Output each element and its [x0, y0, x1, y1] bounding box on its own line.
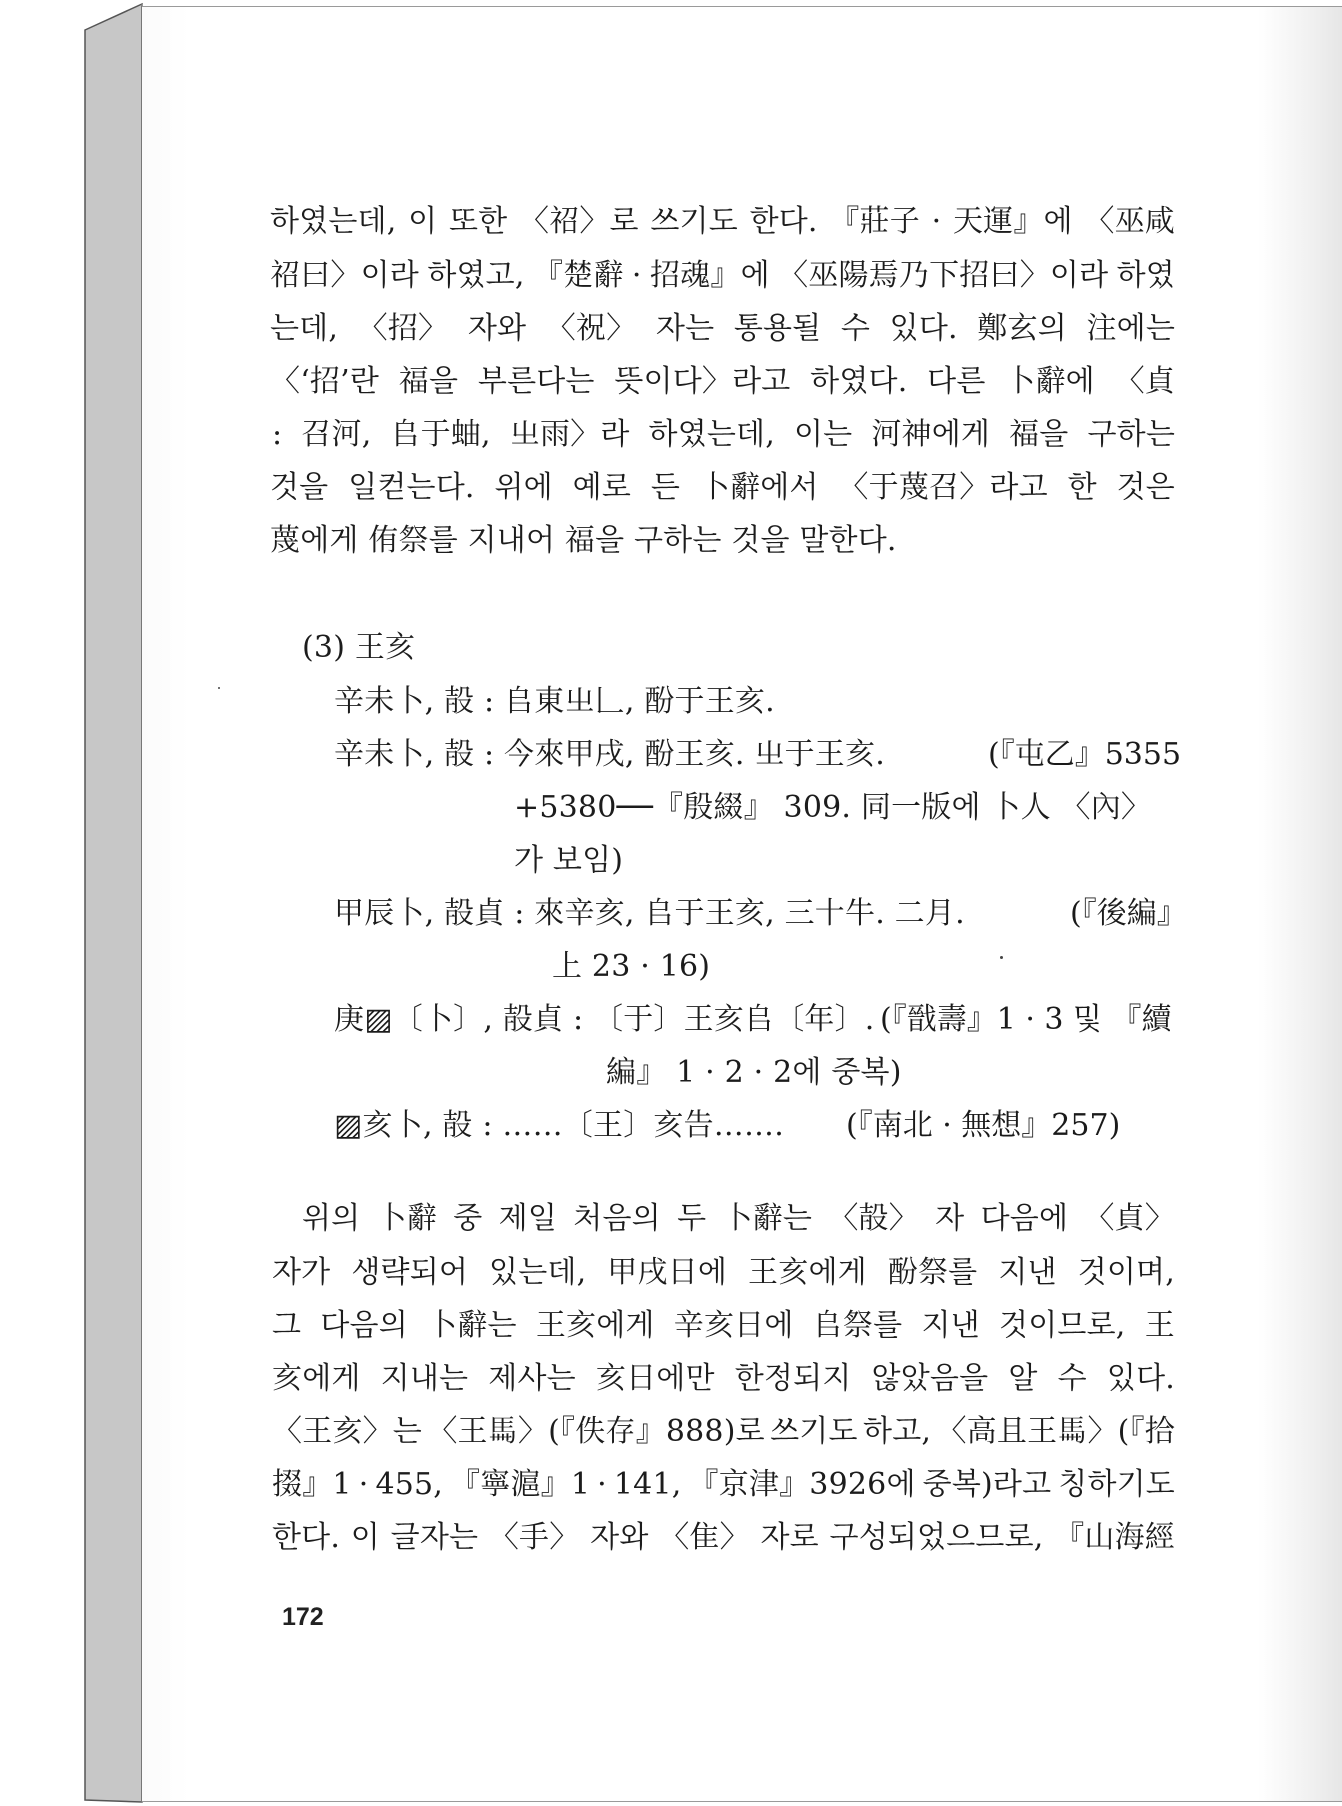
- paragraph1-line-1: 하였는데, 이 또한 〈祒〉로 쓰기도 한다. 『莊子 · 天運』에 〈巫咸: [270, 204, 1175, 239]
- paragraph2-line-2: 자가 생략되어 있는데, 甲戌日에 王亥에게 酚祭를 지낸 것이며,: [272, 1255, 1175, 1290]
- inscription-2-continuation-1: +5380──『殷綴』 309. 同一版에 卜人 〈內〉: [514, 790, 1152, 825]
- paragraph1-line-5: : 召河, 𠂤于蚰, 㞢雨〉라 하였는데, 이는 河神에게 福을 구하는: [272, 417, 1175, 452]
- paragraph2-line-4: 亥에게 지내는 제사는 亥日에만 한정되지 않았음을 알 수 있다.: [272, 1361, 1175, 1396]
- paragraph1-line-6: 것을 일컫는다. 위에 예로 든 卜辭에서 〈于蔑召〉라고 한 것은: [270, 470, 1175, 505]
- inscription-4-citation: (『戩壽』1 · 3 및 『續: [880, 1002, 1172, 1037]
- paragraph2-line-3: 그 다음의 卜辭는 王亥에게 辛亥日에 𠂤祭를 지낸 것이므로, 王: [272, 1308, 1175, 1343]
- paragraph2-line-6: 掇』1 · 455, 『寧滬』1 · 141, 『京津』3926에 중복)라고 칭하기도: [272, 1467, 1175, 1502]
- paragraph1-line-2: 祒曰〉이라 하였고, 『楚辭 · 招魂』에 〈巫陽焉乃下招曰〉이라 하였: [270, 258, 1175, 293]
- inscription-4-continuation-1: 編』 1 · 2 · 2에 중복): [606, 1055, 902, 1090]
- paragraph1-line-4: 〈‘招’란 福을 부른다는 뜻이다〉라고 하였다. 다른 卜辭에 〈貞: [270, 364, 1175, 399]
- inscription-1: 辛未卜, 㱿 : 𠂤東㞢𠃊, 酚于王亥.: [334, 684, 775, 719]
- scan-speck: [218, 687, 220, 689]
- inscription-4: 庚▨〔卜〕, 㱿貞 : 〔于〕王亥𠂤〔年〕.: [334, 1002, 875, 1037]
- paragraph2-line-7: 한다. 이 글자는 〈手〉 자와 〈隹〉 자로 구성되었으므로, 『山海經: [272, 1520, 1175, 1555]
- scan-speck: [1000, 956, 1003, 959]
- inscription-3: 甲辰卜, 㱿貞 : 來辛亥, 𠂤于王亥, 三十牛. 二月.: [334, 896, 965, 931]
- inscription-3-citation: (『後編』: [1070, 896, 1187, 931]
- inscription-2-citation: (『屯乙』5355: [988, 737, 1182, 772]
- inscription-5: ▨亥卜, 㱿 : ……〔王〕亥告…….: [334, 1108, 784, 1143]
- paragraph1-line-7: 蔑에게 侑祭를 지내어 福을 구하는 것을 말한다.: [270, 523, 897, 558]
- section-heading: (3) 王亥: [302, 630, 416, 665]
- paragraph1-line-3: 는데, 〈招〉 자와 〈祝〉 자는 통용될 수 있다. 鄭玄의 注에는: [270, 311, 1175, 346]
- inscription-3-continuation-1: 上 23 · 16): [552, 949, 711, 984]
- paragraph2-line-5: 〈王亥〉는 〈王𩡧〉(『佚存』888)로 쓰기도 하고, 〈高且王𩡧〉(『拾: [272, 1414, 1175, 1449]
- page-number: 172: [282, 1603, 324, 1631]
- inscription-2: 辛未卜, 㱿 : 今來甲戌, 酚王亥. 㞢于王亥.: [334, 737, 885, 772]
- paragraph2-line-1: 위의 卜辭 중 제일 처음의 두 卜辭는 〈㱿〉 자 다음에 〈貞〉: [302, 1201, 1175, 1236]
- inscription-5-citation: (『南北 · 無想』257): [846, 1108, 1121, 1143]
- inscription-2-continuation-2: 가 보임): [514, 843, 624, 878]
